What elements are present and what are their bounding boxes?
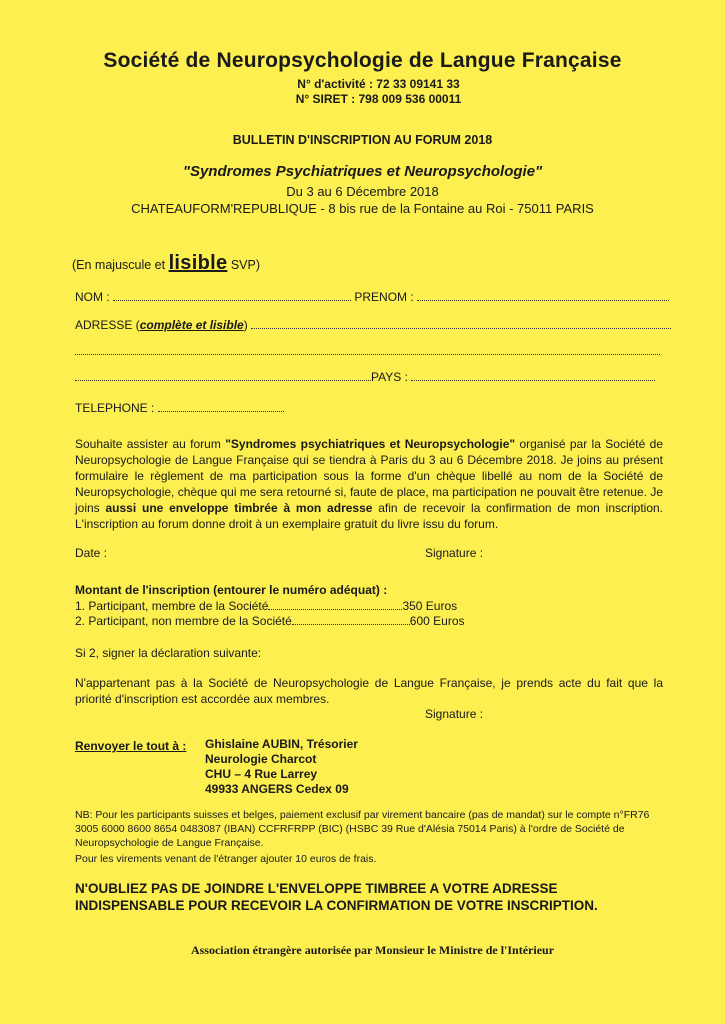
forum-theme: "Syndromes Psychiatriques et Neuropsychologie" <box>182 163 543 180</box>
forum-venue: CHATEAUFORM'REPUBLIQUE - 8 bis rue de la Fontaine au Roi - 75011 PARIS <box>131 201 594 216</box>
name-row <box>75 289 669 304</box>
nom-field[interactable] <box>113 289 351 301</box>
fee-option-1[interactable] <box>75 599 457 613</box>
treasurer-address <box>205 737 358 797</box>
paragraph-envelope-note: aussi une enveloppe timbrée à mon adresse <box>105 501 373 515</box>
fees-title: Montant de l'inscription (entourer le numéro adéquat) : <box>75 583 388 597</box>
forum-dates: Du 3 au 6 Décembre 2018 <box>286 184 439 199</box>
fee-option-1-amount: 350 Euros <box>402 599 458 613</box>
address-line: CHU – 4 Rue Larrey <box>205 767 318 781</box>
fee-option-2-amount: 600 Euros <box>409 614 465 628</box>
fee-option-2-label: 2. Participant, non membre de la Société <box>75 614 292 628</box>
adresse-label: ADRESSE ( <box>75 318 140 332</box>
hint-text-after: SVP) <box>227 258 261 272</box>
commitment-paragraph <box>75 436 663 532</box>
paragraph-text-3: afin de recevoir la confirmation de mon inscription. L'inscription au forum donne droit à un exemplaire gratuit du livre issu du forum. <box>75 501 664 531</box>
hint-text-before: (En majuscule et <box>72 258 169 272</box>
adresse-emphasis: complète et lisible <box>139 318 244 332</box>
fee-option-2[interactable] <box>75 614 465 628</box>
envelope-warning: N'OUBLIEZ PAS DE JOINDRE L'ENVELOPPE TIMBREE A VOTRE ADRESSE INDISPENSABLE POUR RECEVOIR LA CONFIRMATION DE VOTRE INSCRIPTION. <box>75 881 598 913</box>
adresse-close: ) <box>243 318 248 332</box>
adresse-field[interactable] <box>251 317 671 329</box>
prenom-field[interactable] <box>417 289 669 301</box>
address-line: Neurologie Charcot <box>205 752 317 766</box>
activity-number: N° d'activité : 72 33 09141 33 <box>297 77 460 91</box>
writing-hint <box>72 252 260 275</box>
bank-transfer-note: NB: Pour les participants suisses et belges, paiement exclusif par virement bancaire (pas de mandat) sur le compte n°FR76 3005 6000 8600 8654 0483087 (IBAN) CCFRFRPP (BIC) (HSBC 39 Rue d'Alésia 75014 Paris) à l'ordre de Société de Neuropsychologie de Langue Française. <box>75 809 650 849</box>
organization-name: Société de Neuropsychologie de Langue Française <box>103 49 622 72</box>
prenom-label: PRENOM : <box>354 290 414 304</box>
nom-label: NOM : <box>75 290 110 304</box>
fee-leader-2 <box>292 614 410 625</box>
pays-label: PAYS : <box>371 370 408 384</box>
hint-emphasis: lisible <box>168 252 228 274</box>
adresse-field-3[interactable] <box>75 369 371 381</box>
declaration-intro: Si 2, signer la déclaration suivante: <box>75 646 262 660</box>
date-label: Date : <box>75 546 108 560</box>
signature-label: Signature : <box>425 546 484 560</box>
telephone-field[interactable] <box>158 400 284 412</box>
telephone-row <box>75 400 284 415</box>
address-line: Ghislaine AUBIN, Trésorier <box>205 737 358 751</box>
address-line: 49933 ANGERS Cedex 09 <box>205 782 349 796</box>
paragraph-text-1: Souhaite assister au forum <box>75 437 226 451</box>
declaration-signature-label: Signature : <box>425 707 484 721</box>
foreign-transfer-note: Pour les virements venant de l'étranger ajouter 10 euros de frais. <box>75 853 377 865</box>
send-to-label: Renvoyer le tout à : <box>75 739 187 753</box>
authorization-footer: Association étrangère autorisée par Monsieur le Ministre de l'Intérieur <box>190 943 555 957</box>
pays-field[interactable] <box>411 369 655 381</box>
siret-number: N° SIRET : 798 009 536 00011 <box>295 92 462 106</box>
paragraph-forum-name: "Syndromes psychiatriques et Neuropsychologie" <box>225 437 516 451</box>
bulletin-title: BULLETIN D'INSCRIPTION AU FORUM 2018 <box>232 133 493 147</box>
paragraph-text-2: organisé par la Société de Neuropsychologie de Langue Française qui se tiendra à Paris du 3 au 6 Décembre 2018. Je joins au présent formulaire le règlement de ma participation sous la forme d'un chèque libellé au nom de la Société de Neuropsychologie, chèque qui me sera retourné si, faute de place, ma participation ne pouvait être retenue. Je joins <box>75 437 664 515</box>
telephone-label: TELEPHONE : <box>75 401 155 415</box>
fee-option-1-label: 1. Participant, membre de la Société <box>75 599 269 613</box>
adresse-field-2[interactable] <box>75 343 660 355</box>
address-row <box>75 317 671 332</box>
country-row <box>75 369 655 384</box>
declaration-text: N'appartenant pas à la Société de Neuropsychologie de Langue Française, je prends acte du fait que la priorité d'inscription est accordée aux membres. <box>75 676 663 706</box>
address-line-2 <box>75 343 660 358</box>
fee-leader-1 <box>268 599 402 610</box>
